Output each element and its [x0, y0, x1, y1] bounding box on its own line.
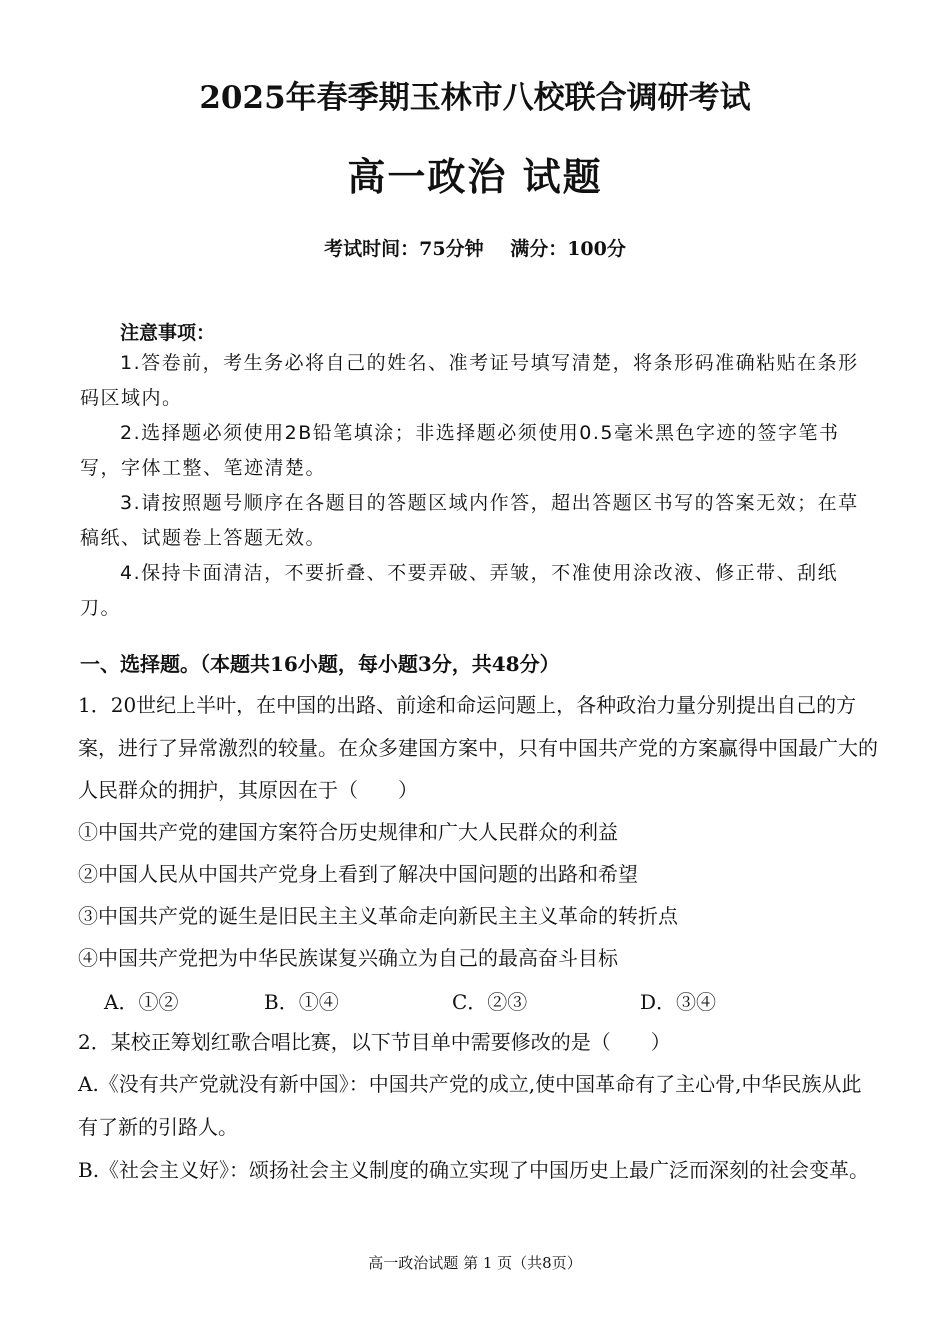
q1-options — [104, 980, 824, 1022]
question-2-stem: 2．某校正筹划红歌合唱比赛，以下节目单中需要修改的是（ ） — [78, 1030, 671, 1054]
notice-heading: 注意事项： — [120, 322, 216, 344]
section-heading: 一、选择题。（本题共16小题，每小题3分，共48分） — [80, 652, 560, 676]
q1-option-b: B．①④ — [264, 990, 339, 1014]
q1-statement-4: ④中国共产党把为中华民族谋复兴确立为自己的最高奋斗目标 — [78, 946, 618, 970]
q1-option-a: A．①② — [104, 990, 179, 1014]
notice-item-1: 1.答卷前，考生务必将自己的姓名、准考证号填写清楚，将条形码准确粘贴在条形码区域内。 — [80, 352, 859, 409]
notice-item-4: 4.保持卡面清洁，不要折叠、不要弄破、弄皱，不准使用涂改液、修正带、刮纸刀。 — [80, 562, 839, 619]
q2-option-b: B.《社会主义好》：颂扬社会主义制度的确立实现了中国历史上最广泛而深刻的社会变革。 — [78, 1158, 870, 1182]
q1-statement-1: ①中国共产党的建国方案符合历史规律和广大人民群众的利益 — [78, 820, 618, 844]
q1-option-c: C．②③ — [452, 990, 528, 1014]
notice-item-2: 2.选择题必须使用2B铅笔填涂；非选择题必须使用0.5毫米黑色字迹的签字笔书写，字体工整、笔迹清楚。 — [80, 422, 840, 479]
q1-statement-3: ③中国共产党的诞生是旧民主主义革命走向新民主主义革命的转折点 — [78, 904, 678, 928]
score-label: 满分：100分 — [510, 238, 626, 260]
q1-statement-2: ②中国人民从中国共产党身上看到了解决中国问题的出路和希望 — [78, 862, 638, 886]
question-1-stem: 1．20世纪上半叶，在中国的出路、前途和命运问题上，各种政治力量分别提出自己的方案，进行了异常激烈的较量。在众多建国方案中，只有中国共产党的方案赢得中国最广大的人民群众的拥护，其原因在于（ ） — [78, 693, 878, 802]
page-footer: 高一政治试题 第 1 页（共8页） — [368, 1254, 582, 1272]
notice-item-3: 3.请按照题号顺序在各题目的答题区域内作答，超出答题区书写的答案无效；在草稿纸、试题卷上答题无效。 — [80, 492, 859, 549]
subject-title: 高一政治 试题 — [347, 154, 603, 199]
exam-title: 2025年春季期玉林市八校联合调研考试 — [199, 80, 751, 116]
q1-option-d: D．③④ — [640, 990, 717, 1014]
time-label: 考试时间：75分钟 — [324, 238, 484, 260]
q2-option-a: A.《没有共产党就没有新中国》：中国共产党的成立,使中国革命有了主心骨,中华民族从此有了新的引路人。 — [78, 1072, 862, 1139]
exam-meta — [0, 234, 950, 261]
